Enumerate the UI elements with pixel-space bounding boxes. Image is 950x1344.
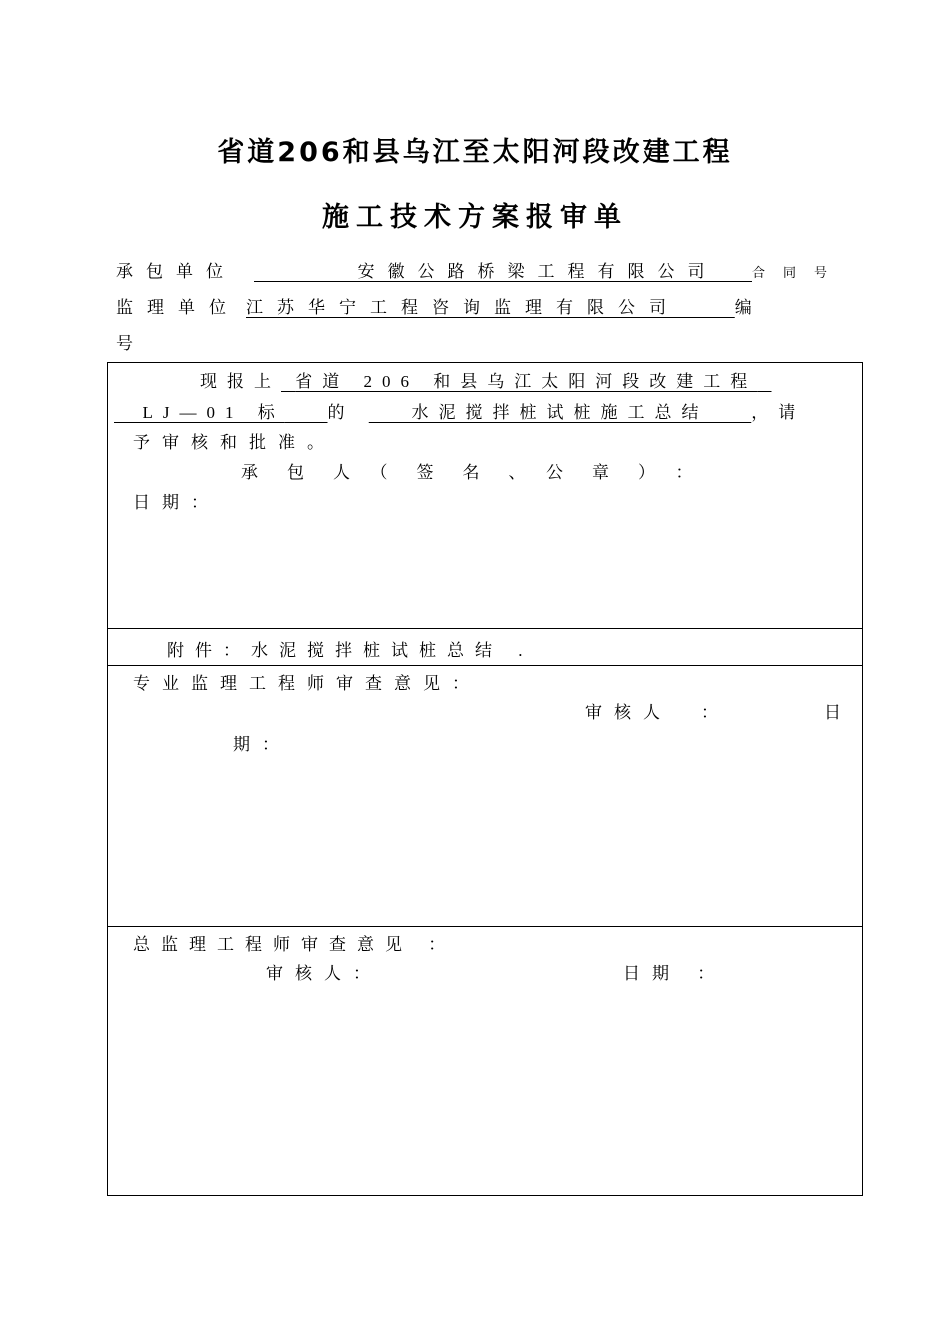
project-name: 省道 206 和县乌江太阳河段改建工程 [295, 372, 758, 391]
attachment-section [107, 629, 863, 666]
contractor-label: 承包单位 [116, 262, 236, 281]
contractor-value: 安徽公路桥梁工程有限公司 [357, 262, 718, 281]
submission-date: 日期： [133, 493, 220, 512]
specialist-date-label: 日 [824, 703, 853, 722]
chief-review-section [107, 927, 863, 1196]
supervisor-row [116, 293, 766, 318]
submission-section [107, 362, 863, 629]
contractor-row [116, 257, 845, 282]
document-title: 省道206和县乌江至太阳河段改建工程 [217, 137, 733, 168]
specialist-review-section [107, 666, 863, 927]
specialist-reviewer-label: 审核人 ： [585, 703, 730, 722]
submission-line-3: 予审核和批准。 [133, 433, 336, 452]
specialist-date-label-continued: 期： [233, 735, 291, 754]
supervisor-value: 江苏华宁工程咨询监理有限公司 [246, 298, 680, 317]
contractor-signature: 承 包 人 （ 签 名 、 公 章 ） ： [241, 463, 699, 482]
submission-line-1: 现报上 省道 206 和县乌江太阳河段改建工程 [200, 372, 758, 391]
submission-line-2: LJ—01 标 的 水泥搅拌桩试桩施工总结 ，请 [142, 403, 806, 422]
document-subtitle: 施工技术方案报审单 [322, 202, 628, 233]
contract-no-label: 合同号 [752, 265, 846, 280]
chief-date-label: 日期 ： [623, 964, 727, 983]
number-label: 编 [734, 298, 766, 317]
lot-name: LJ—01 标 [142, 403, 285, 422]
supervisor-label: 监理单位 [116, 298, 240, 317]
attachment-text: 附件：水泥搅拌桩试桩总结 . [167, 641, 534, 660]
number-label-continued: 号 [116, 334, 146, 353]
document-name: 水泥搅拌桩试桩施工总结 [411, 403, 709, 422]
chief-reviewer-label: 审核人： [266, 964, 382, 983]
chief-opinion-label: 总监理工程师审查意见 ： [133, 935, 457, 954]
specialist-opinion-label: 专业监理工程师审查意见： [133, 674, 481, 693]
